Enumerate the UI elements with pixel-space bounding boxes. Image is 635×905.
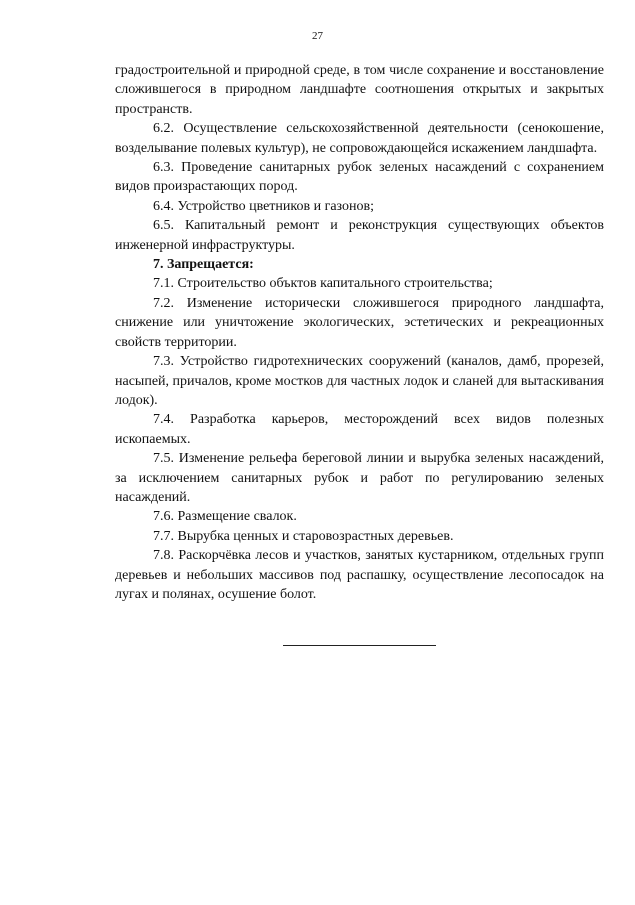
paragraph-7-8: 7.8. Раскорчёвка лесов и участков, занятых кустарником, отдельных групп деревьев и небольших массивов под распашку, осуществление лесопосадок на лугах и полянах, осушение болот. [115,548,604,602]
document-body [115,61,604,604]
paragraph-6-2: 6.2. Осуществление сельскохозяйственной деятельности (сенокошение, возделывание полевых культур), не сопровождающейся искажением ландшафта. [115,121,604,156]
paragraph-7-2: 7.2. Изменение исторически сложившегося природного ландшафта, снижение или уничтожение экологических, эстетических и рекреационных свойств территории. [115,295,604,350]
paragraph-6-3: 6.3. Проведение санитарных рубок зеленых насаждений с сохранением видов произрастающих пород. [115,160,604,195]
closing-divider [283,645,436,646]
paragraph-7-7: 7.7. Вырубка ценных и старовозрастных деревьев. [153,528,454,544]
paragraph-7-4: 7.4. Разработка карьеров, месторождений всех видов полезных ископаемых. [115,412,604,447]
paragraph-6-4: 6.4. Устройство цветников и газонов; [153,198,374,214]
paragraph-continuation: градостроительной и природной среде, в том числе сохранение и восстановление сложившегося в природном ландшафте соотношения открытых и закрытых пространств. [115,63,604,117]
paragraph-7-1: 7.1. Строительство объктов капитального строительства; [153,276,493,292]
page-number: 27 [312,30,323,42]
paragraph-6-5: 6.5. Капитальный ремонт и реконструкция существующих объектов инженерной инфраструктуры. [115,218,604,253]
paragraph-7-5: 7.5. Изменение рельефа береговой линии и вырубка зеленых насаждений, за исключением санитарных рубок и работ по регулированию зеленых насаждений. [115,451,604,505]
paragraph-7-3: 7.3. Устройство гидротехнических сооружений (каналов, дамб, прорезей, насыпей, причалов, кроме мостков для частных лодок и сланей для вытаскивания лодок). [115,354,604,408]
paragraph-7-6: 7.6. Размещение свалок. [153,509,297,525]
section-heading-7: 7. Запрещается: [153,257,254,273]
